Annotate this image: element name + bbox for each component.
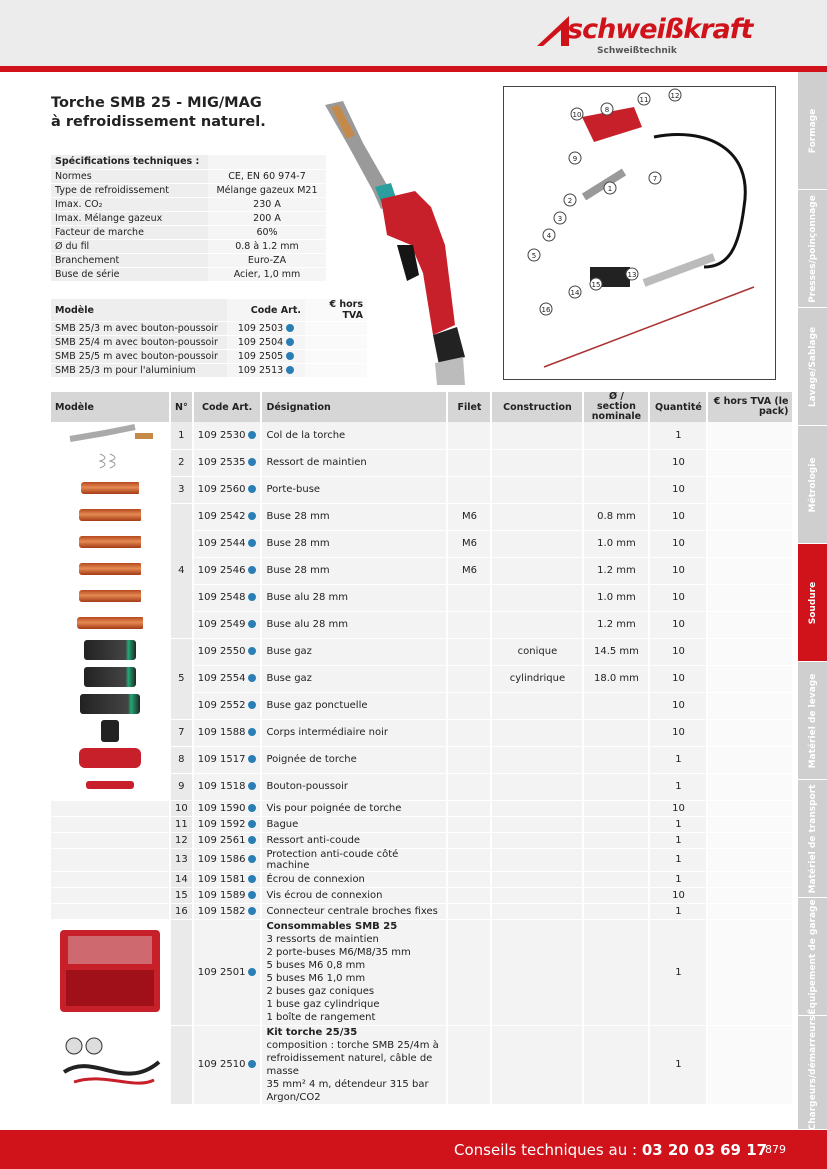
info-icon xyxy=(248,458,256,466)
svg-text:10: 10 xyxy=(572,111,582,119)
svg-text:14: 14 xyxy=(570,289,580,297)
tab-presses[interactable]: Presses/poinçonnage xyxy=(798,190,827,308)
info-icon xyxy=(248,485,256,493)
info-icon xyxy=(248,593,256,601)
table-row: 109 2548 Buse alu 28 mm 1.0 mm 10 xyxy=(51,584,793,611)
svg-text:15: 15 xyxy=(591,281,601,289)
page-number: 879 xyxy=(765,1143,786,1156)
parts-table: Modèle N° Code Art. Désignation Filet Construction Ø / section nominale Quantité € hors TVA (le pack) 1 109 2530 Col de la torche 1 2 109 2535 Ressort de maintien 10 3 109 2560 Porte-buse 10 4 109 2542 Buse 28 mm M6 0.8 mm 10 109 2544 Buse 28 mm M6 1.0 mm 10 109 2546 Buse 28 mm M6 1.2 mm 10 109 2548 Buse alu 28 mm 1.0 mm 10 109 2549 Buse alu 28 mm 1.2 mm 10 5 109 2550 Buse gaz conique 14.5 mm 10 109 2554 Buse gaz cylindrique 18.0 mm 10 109 2552 Buse gaz ponctuelle 10 7 109 1588 Corps intermédiaire noir 10 8 109 1517 Poignée de torche 1 9 109 1518 Bouton-poussoir 1 10 109 1590 Vis pour poignée de torche 10 11 109 1592 Bague 1 12 109 2561 Ressort anti-coude 1 13 109 1586 Protection anti-coude côté machine 1 14 109 1581 Écrou de connexion 1 15 109 1589 Vis écrou de connexion 10 16 109 1582 Connecteur centrale broches fixes 1 109 2501 Consommables SMB 25 3 ressorts de maintien 2 porte-buses M6/M8/35 mm 5 buses M6 0,8 mm 5 buses M6 1,0 mm 2 buses gaz coniques 1 buse gaz cylindrique 1 boîte de rangement 1 109 2510 Kit torche 25/35 composition : torche SMB 25/4m à refroidissement naturel, câble de masse 35 mm² 4 m, détendeur 315 bar Argon/CO2 1 xyxy=(51,392,794,1105)
table-row: 5 109 2550 Buse gaz conique 14.5 mm 10 xyxy=(51,638,793,665)
info-icon xyxy=(248,891,256,899)
info-icon xyxy=(248,968,256,976)
table-row: 109 2554 Buse gaz cylindrique 18.0 mm 10 xyxy=(51,665,793,692)
info-icon xyxy=(248,539,256,547)
table-row: 16 109 1582 Connecteur centrale broches fixes 1 xyxy=(51,903,793,919)
table-row: 109 2544 Buse 28 mm M6 1.0 mm 10 xyxy=(51,530,793,557)
table-row: 9 109 1518 Bouton-poussoir 1 xyxy=(51,773,793,800)
table-row: 7 109 1588 Corps intermédiaire noir 10 xyxy=(51,719,793,746)
page-header xyxy=(0,0,827,66)
model-table: Modèle Code Art. € hors TVA SMB 25/3 m avec bouton-poussoir 109 2503 SMB 25/4 m avec bouton-poussoir 109 2504 SMB 25/5 m avec bouton-poussoir 109 2505 SMB 25/3 m pour l'aluminium 109 2513 xyxy=(51,299,367,378)
info-icon xyxy=(286,324,294,332)
info-icon xyxy=(248,820,256,828)
table-row: 1 109 2530 Col de la torche 1 xyxy=(51,422,793,449)
svg-text:8: 8 xyxy=(604,106,610,114)
table-row: 109 2552 Buse gaz ponctuelle 10 xyxy=(51,692,793,719)
info-icon xyxy=(286,352,294,360)
info-icon xyxy=(286,338,294,346)
table-row: 109 2546 Buse 28 mm M6 1.2 mm 10 xyxy=(51,557,793,584)
brand-logo: schweißkraft Schweißtechnik xyxy=(537,14,787,58)
tab-garage[interactable]: Équipement de garage xyxy=(798,898,827,1016)
page-footer: Conseils techniques au : 03 20 03 69 17 879 xyxy=(0,1130,827,1169)
info-icon xyxy=(248,674,256,682)
tab-levage[interactable]: Matériel de levage xyxy=(798,662,827,780)
svg-text:7: 7 xyxy=(652,175,658,183)
info-icon xyxy=(248,1060,256,1068)
exploded-diagram xyxy=(503,86,776,380)
info-icon xyxy=(248,647,256,655)
tab-soudure[interactable]: Soudure xyxy=(798,544,827,662)
svg-text:16: 16 xyxy=(541,306,551,314)
table-row: 109 2549 Buse alu 28 mm 1.2 mm 10 xyxy=(51,611,793,638)
info-icon xyxy=(248,782,256,790)
svg-text:1: 1 xyxy=(607,185,613,193)
table-row: 15 109 1589 Vis écrou de connexion 10 xyxy=(51,887,793,903)
info-icon xyxy=(248,875,256,883)
tab-transport[interactable]: Matériel de transport xyxy=(798,780,827,898)
info-icon xyxy=(248,512,256,520)
table-row: 4 109 2542 Buse 28 mm M6 0.8 mm 10 xyxy=(51,503,793,530)
svg-text:9: 9 xyxy=(572,155,578,163)
svg-text:12: 12 xyxy=(670,92,680,100)
info-icon xyxy=(248,701,256,709)
table-row: 12 109 2561 Ressort anti-coude 1 xyxy=(51,832,793,848)
torch-image xyxy=(315,95,465,385)
header-rule xyxy=(0,66,827,72)
svg-text:3: 3 xyxy=(557,215,563,223)
table-row: 10 109 1590 Vis pour poignée de torche 10 xyxy=(51,800,793,816)
tab-lavage[interactable]: Lavage/Sablage xyxy=(798,308,827,426)
tab-chargeurs[interactable]: Chargeurs/démarreurs xyxy=(798,1016,827,1130)
table-row: 109 2501 Consommables SMB 25 3 ressorts de maintien 2 porte-buses M6/M8/35 mm 5 buses M6 0,8 mm 5 buses M6 1,0 mm 2 buses gaz coniques 1 buse gaz cylindrique 1 boîte de rangement 1 xyxy=(51,919,793,1025)
info-icon xyxy=(248,836,256,844)
table-row: 8 109 1517 Poignée de torche 1 xyxy=(51,746,793,773)
svg-text:4: 4 xyxy=(546,232,552,240)
svg-text:5: 5 xyxy=(531,252,537,260)
table-row: 14 109 1581 Écrou de connexion 1 xyxy=(51,871,793,887)
info-icon xyxy=(286,366,294,374)
svg-text:11: 11 xyxy=(639,96,649,104)
info-icon xyxy=(248,755,256,763)
table-row: 3 109 2560 Porte-buse 10 xyxy=(51,476,793,503)
spec-table: Spécifications techniques : Normes CE, EN 60 974-7 Type de refroidissement Mélange gazeux M21 Imax. CO₂ 230 A Imax. Mélange gazeux 200 A Facteur de marche 60% Ø du fil 0.8 à 1.2 mm Branchement Euro-ZA Buse de série Acier, 1,0 mm xyxy=(51,155,326,282)
info-icon xyxy=(248,804,256,812)
table-row: 11 109 1592 Bague 1 xyxy=(51,816,793,832)
info-icon xyxy=(248,728,256,736)
svg-text:13: 13 xyxy=(627,271,637,279)
category-tabs xyxy=(798,72,827,1130)
info-icon xyxy=(248,907,256,915)
svg-text:2: 2 xyxy=(567,197,573,205)
info-icon xyxy=(248,431,256,439)
table-row: 2 109 2535 Ressort de maintien 10 xyxy=(51,449,793,476)
info-icon xyxy=(248,566,256,574)
page-title: Torche SMB 25 - MIG/MAG à refroidissement naturel. xyxy=(51,95,266,130)
table-row: 109 2510 Kit torche 25/35 composition : torche SMB 25/4m à refroidissement naturel, câble de masse 35 mm² 4 m, détendeur 315 bar Argon/CO2 1 xyxy=(51,1025,793,1104)
info-icon xyxy=(248,620,256,628)
info-icon xyxy=(248,855,256,863)
tab-formage[interactable]: Formage xyxy=(798,72,827,190)
tab-metrologie[interactable]: Métrologie xyxy=(798,426,827,544)
table-row: 13 109 1586 Protection anti-coude côté machine 1 xyxy=(51,848,793,871)
